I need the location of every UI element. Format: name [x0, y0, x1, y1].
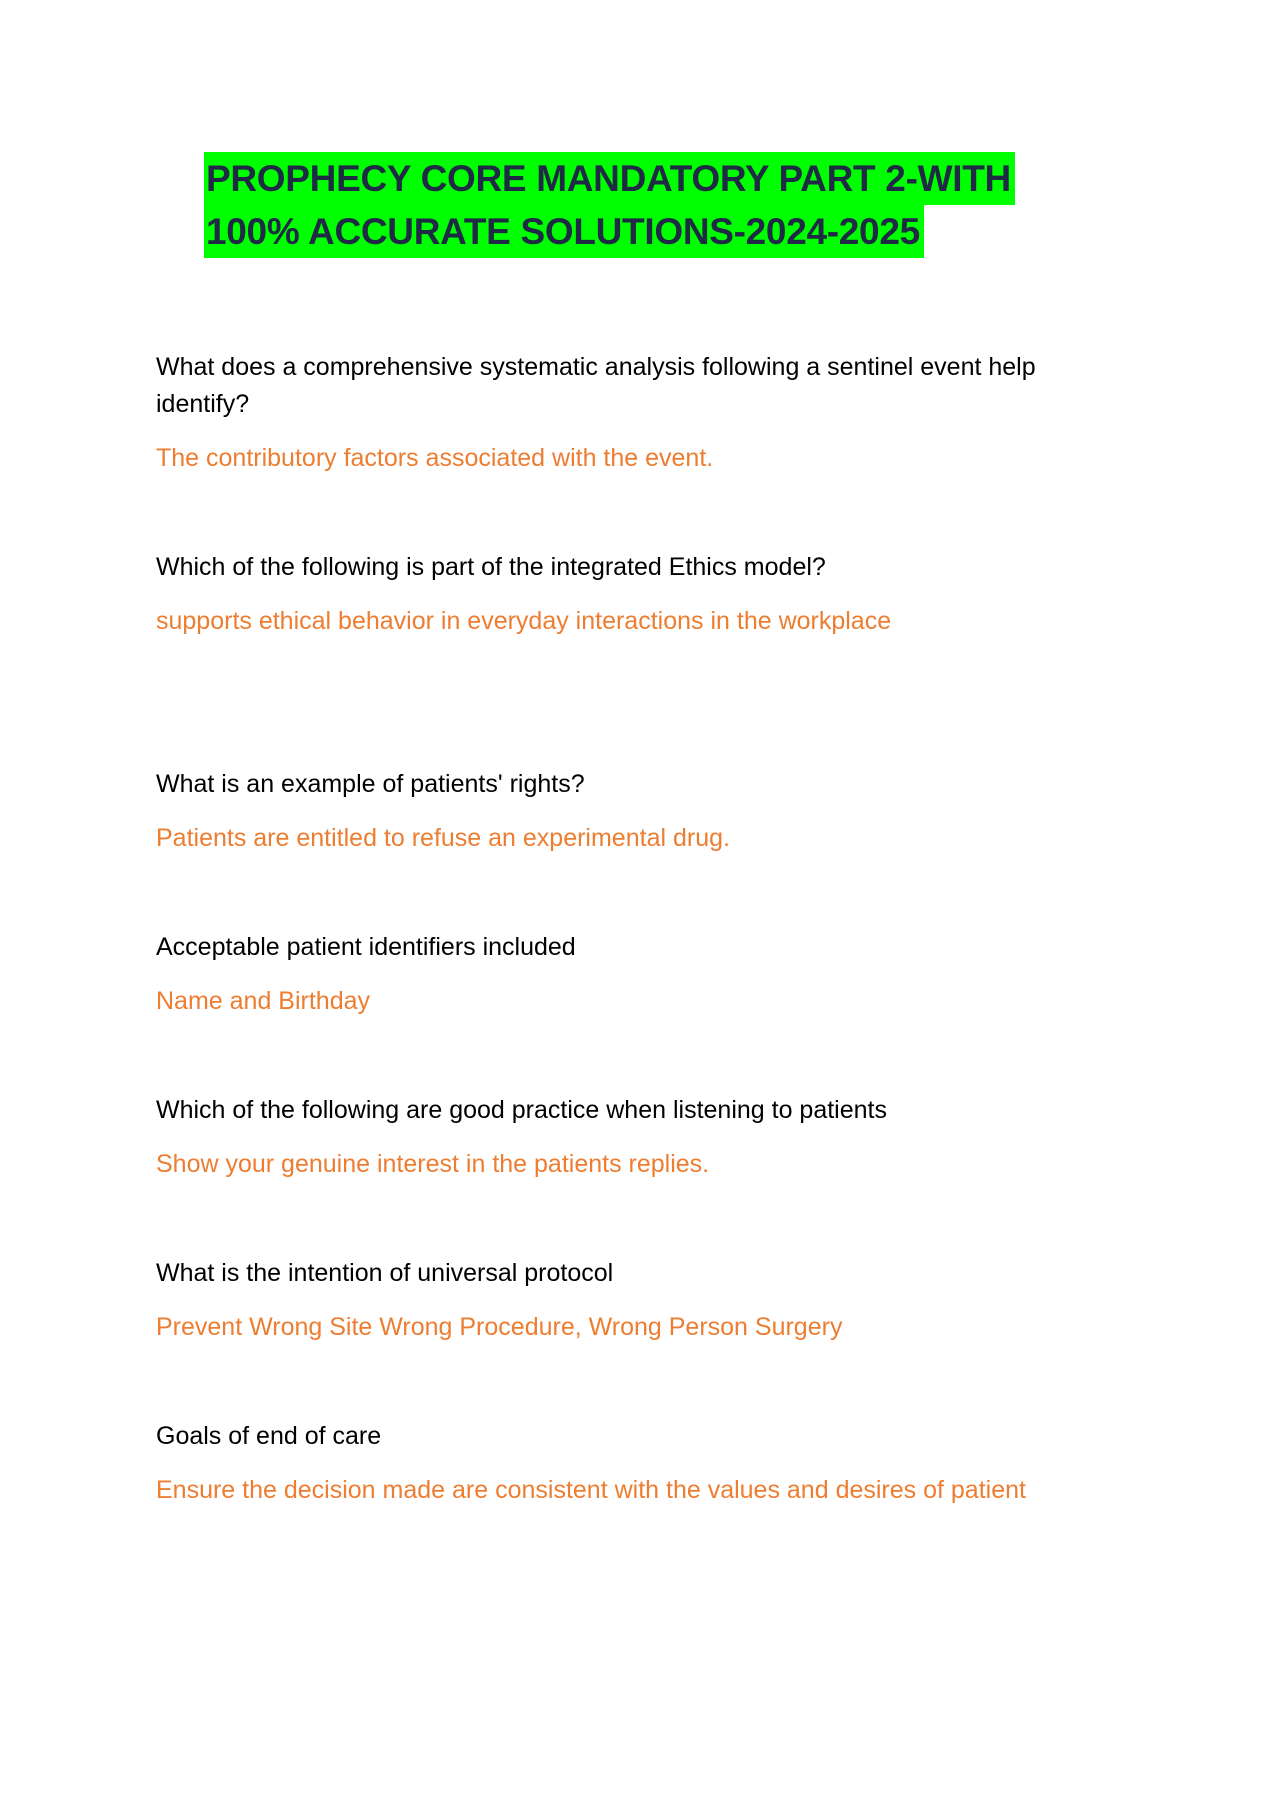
answer-text: Show your genuine interest in the patients replies. — [156, 1150, 710, 1178]
answer-text: Prevent Wrong Site Wrong Procedure, Wrong Person Surgery — [156, 1313, 843, 1341]
answer-text: The contributory factors associated with the event. — [156, 444, 714, 472]
question-text: Which of the following are good practice when listening to patients — [156, 1096, 887, 1124]
question-text: What does a comprehensive systematic analysis following a sentinel event help identify? — [156, 353, 1036, 418]
answer-text: supports ethical behavior in everyday interactions in the workplace — [156, 607, 892, 635]
answer-text: Patients are entitled to refuse an experimental drug. — [156, 824, 730, 852]
question-text: What is an example of patients' rights? — [156, 770, 585, 798]
document-title — [204, 152, 1024, 258]
answer-text: Name and Birthday — [156, 987, 371, 1015]
qa-item — [156, 929, 1116, 1020]
question-text: Goals of end of care — [156, 1422, 382, 1450]
qa-item — [156, 766, 1116, 857]
question-text: What is the intention of universal protocol — [156, 1259, 614, 1287]
answer-text: Ensure the decision made are consistent with the values and desires of patient — [156, 1476, 1026, 1504]
qa-item — [156, 1255, 1116, 1346]
qa-item — [156, 549, 1116, 640]
question-text: Acceptable patient identifiers included — [156, 933, 576, 961]
title-line: 100% ACCURATE SOLUTIONS-2024-2025 — [204, 205, 924, 258]
qa-item — [156, 1418, 1116, 1509]
qa-item — [156, 349, 1116, 477]
title-line: PROPHECY CORE MANDATORY PART 2-WITH — [204, 152, 1015, 205]
qa-item — [156, 1092, 1116, 1183]
question-text: Which of the following is part of the integrated Ethics model? — [156, 553, 826, 581]
